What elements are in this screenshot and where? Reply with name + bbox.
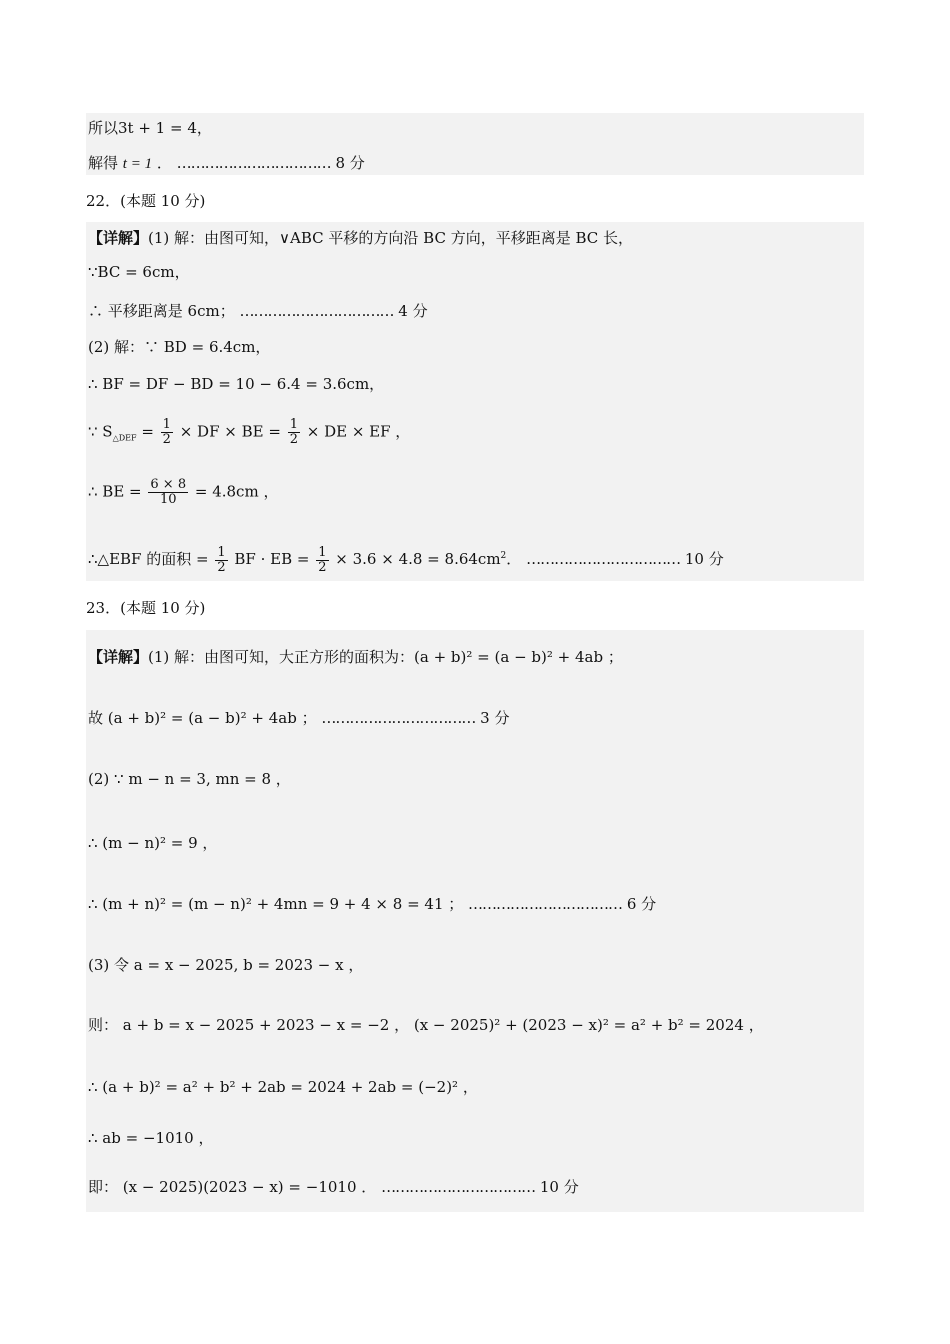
numerator: 1 (289, 417, 298, 432)
score-dots: …………………………… (321, 709, 476, 727)
denominator: 2 (289, 432, 298, 447)
line-23-1 (88, 646, 623, 668)
text: ∴ 平移距离是 6cm； (88, 302, 235, 320)
line-22-4 (88, 336, 270, 358)
answer-block-22 (86, 222, 864, 581)
line-22-5 (88, 373, 384, 395)
line-solve-t (88, 152, 365, 175)
line-22-6 (88, 418, 410, 450)
line-23-4 (88, 832, 217, 854)
text: ∴ ab = −1010 ， (88, 1129, 214, 1147)
score-dots: …………………………… (176, 154, 331, 172)
text: ∵BC = 6cm， (88, 263, 190, 281)
line-22-7 (88, 478, 278, 507)
text: (2) 解：∵ BD = 6.4cm， (88, 338, 271, 356)
line-23-5 (88, 893, 656, 915)
text: ∴ (m + n)² = (m − n)² + 4mn = 9 + 4 × 8 = 41 ； (88, 895, 464, 913)
numerator: 6 × 8 (150, 477, 187, 492)
score-dots: …………………………… (239, 302, 394, 320)
text: ． (156, 154, 172, 172)
fraction-half (161, 418, 173, 447)
line-22-8 (88, 545, 724, 575)
line-23-7 (88, 1014, 764, 1036)
text: (1) 解：由图可知，∨ABC 平移的方向沿 BC 方向，平移距离是 BC 长， (148, 229, 634, 247)
denominator: 2 (318, 559, 327, 575)
question-23-heading (86, 597, 205, 619)
score: 8 分 (335, 154, 365, 172)
text: ． (506, 550, 522, 568)
line-3t-plus-1 (88, 117, 212, 139)
score-dots: …………………………… (526, 550, 681, 568)
line-22-2 (88, 261, 190, 283)
text: (1) 解：由图可知，大正方形的面积为：(a + b)² = (a − b)² + 4ab ； (148, 648, 623, 666)
text: ∴ (a + b)² = a² + b² + 2ab = 2024 + 2ab = (−2)² ， (88, 1078, 478, 1096)
text: 故 (a + b)² = (a − b)² + 4ab ； (88, 709, 317, 727)
text: × 3.6 × 4.8 = 8.64cm (330, 550, 501, 568)
line-23-3 (88, 768, 291, 790)
text: 所以3t + 1 = 4， (88, 119, 212, 137)
line-23-2 (88, 707, 509, 729)
score-dots: …………………………… (381, 1178, 536, 1196)
text: 则： a + b = x − 2025 + 2023 − x = −2 ， (x − 2025)² + (2023 − x)² = a² + b² = 2024 ， (88, 1016, 764, 1034)
numerator: 1 (318, 544, 327, 560)
score: 3 分 (480, 709, 510, 727)
math: t = 1 (122, 156, 153, 172)
heading-text: 23．(本题 10 分) (86, 599, 206, 617)
heading-text: 22．(本题 10 分) (86, 192, 206, 210)
score: 6 分 (626, 895, 657, 913)
line-23-6 (88, 954, 363, 976)
text: × DF × BE = (174, 422, 286, 441)
score: 10 分 (684, 550, 724, 568)
score: 4 分 (398, 302, 428, 320)
fraction-half (288, 418, 300, 447)
fraction-half (215, 546, 227, 575)
text: ∴△EBF 的面积 = (88, 550, 214, 568)
numerator: 1 (162, 417, 171, 432)
line-22-3 (88, 300, 428, 322)
denominator: 10 (159, 492, 177, 507)
score-dots: …………………………… (468, 895, 623, 913)
score: 10 分 (539, 1178, 579, 1196)
superscript: 2 (500, 551, 507, 561)
fraction (148, 478, 188, 507)
text: = (136, 422, 159, 441)
text: (2) ∵ m − n = 3, mn = 8 ， (88, 770, 291, 788)
question-22-heading (86, 190, 205, 212)
denominator: 2 (162, 432, 171, 447)
detail-tag: 【详解】 (88, 229, 149, 247)
text: ∴ (m − n)² = 9 ， (88, 834, 218, 852)
text: ∵ S (88, 422, 113, 441)
line-23-10 (88, 1176, 579, 1198)
detail-tag: 【详解】 (88, 648, 149, 666)
text: ∴ BF = DF − BD = 10 − 6.4 = 3.6cm， (88, 375, 385, 393)
numerator: 1 (217, 544, 226, 560)
text: 即： (x − 2025)(2023 − x) = −1010 ． (88, 1178, 377, 1196)
fraction-half (316, 546, 328, 575)
subscript: △DEF (112, 433, 137, 443)
text: = 4.8cm ， (190, 482, 279, 501)
denominator: 2 (217, 559, 226, 575)
line-23-8 (88, 1076, 478, 1098)
text: (3) 令 a = x − 2025, b = 2023 − x ， (88, 956, 364, 974)
text: ∴ BE = (88, 482, 147, 501)
line-22-1 (88, 227, 633, 249)
text: BF · EB = (229, 550, 315, 568)
text: × DE × EF ， (301, 422, 411, 441)
line-23-9 (88, 1127, 213, 1149)
text: 解得 (88, 154, 119, 172)
